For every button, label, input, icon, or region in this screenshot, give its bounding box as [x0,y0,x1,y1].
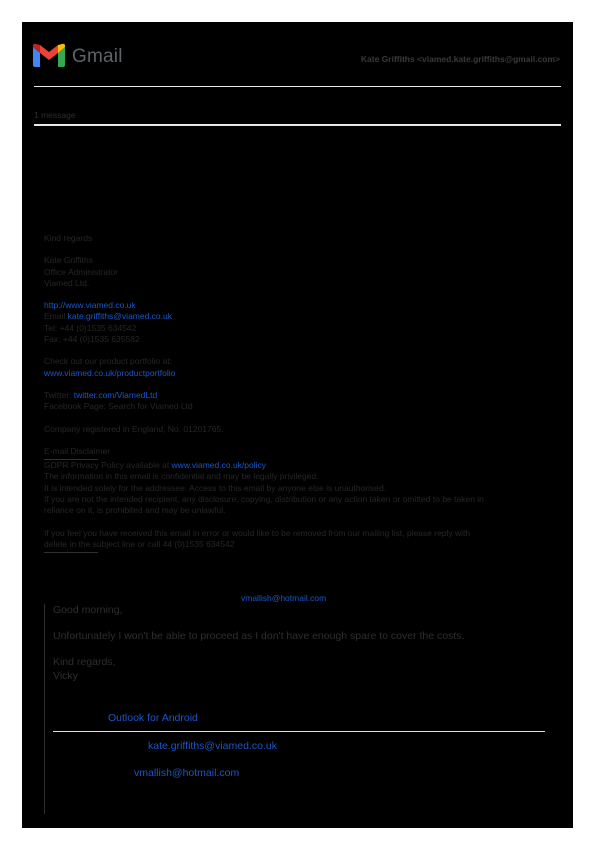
website-link[interactable]: http://www.viamed.co.uk [44,300,136,311]
quoted-name: Vicky [53,670,78,682]
header-divider [34,86,561,87]
disclaimer-line: reliance on it, is prohibited and may be unlawful. [44,505,226,516]
signature-fax: Fax: +44 (0)1535 635582 [44,334,140,345]
quote-bar [44,604,45,814]
thread-divider [34,124,561,126]
gdpr-link[interactable]: www.viamed.co.uk/policy [171,460,267,471]
twitter-link[interactable]: twitter.com/ViamedLtd [73,389,158,400]
signature-closing: Kind regards [44,233,93,243]
quoted-message [53,603,464,683]
signature-end-rule [44,552,98,553]
gdpr-prefix: GDPR Privacy Policy available at [44,460,172,471]
disclaimer-title: E-mail Disclaimer [44,445,111,456]
quoted-greeting: Good morning, [53,604,123,616]
portfolio-link[interactable]: www.viamed.co.uk/productportfolio [44,367,176,378]
signature-title: Office Administrator [44,266,119,277]
signature-name: Kate Griffiths [44,255,93,266]
quoted-closing: Kind regards, [53,656,116,668]
quoted-from-email-link[interactable]: vmallish@hotmail.com [241,593,327,603]
facebook-text: Facebook Page: Search for Viamed Ltd [44,401,193,412]
outlook-android-link[interactable]: Outlook for Android [108,712,198,724]
signature-company: Viamed Ltd. [44,277,90,288]
unsubscribe-line: If you feel you have received this email in error or would like to be removed from our mailing list, please reply with [44,527,471,538]
email-label: Email [44,311,68,322]
sender-name-email: Kate Griffiths <viamed.kate.griffiths@gmail.com> [360,54,560,64]
gmail-logo-text: Gmail [72,46,123,67]
quoted-body: Unfortunately I won't be able to proceed as I don't have enough spare to cover the costs. [53,630,465,642]
twitter-label: Twitter: [44,389,74,400]
quoted-header-divider [53,731,545,732]
unsubscribe-line: delete in the subject line or call 44 (0)1535 634542 [44,538,235,549]
registration-text: Company registered in England, No. 01201765. [44,423,224,434]
gmail-logo-icon [33,43,65,67]
reply-to-email-link[interactable]: vmallish@hotmail.com [134,767,240,779]
disclaimer-line: It is intended solely for the addressee. Access to this email by anyone else is unauthorised. [44,482,387,493]
signature-tel: Tel: +44 (0)1535 634542 [44,322,137,333]
message-count: 1 message [34,110,76,120]
disclaimer-line: The information in this email is confidential and may be legally privileged. [44,471,319,482]
portfolio-intro: Check out our product portfolio at: [44,356,173,367]
signature-email-link[interactable]: kate.griffiths@viamed.co.uk [67,311,173,322]
reply-from-email-link[interactable]: kate.griffiths@viamed.co.uk [148,740,277,752]
email-signature [44,233,484,553]
disclaimer-line: If you are not the intended recipient, any disclosure, copying, distribution or any action taken or omitted to be taken in [44,494,484,505]
